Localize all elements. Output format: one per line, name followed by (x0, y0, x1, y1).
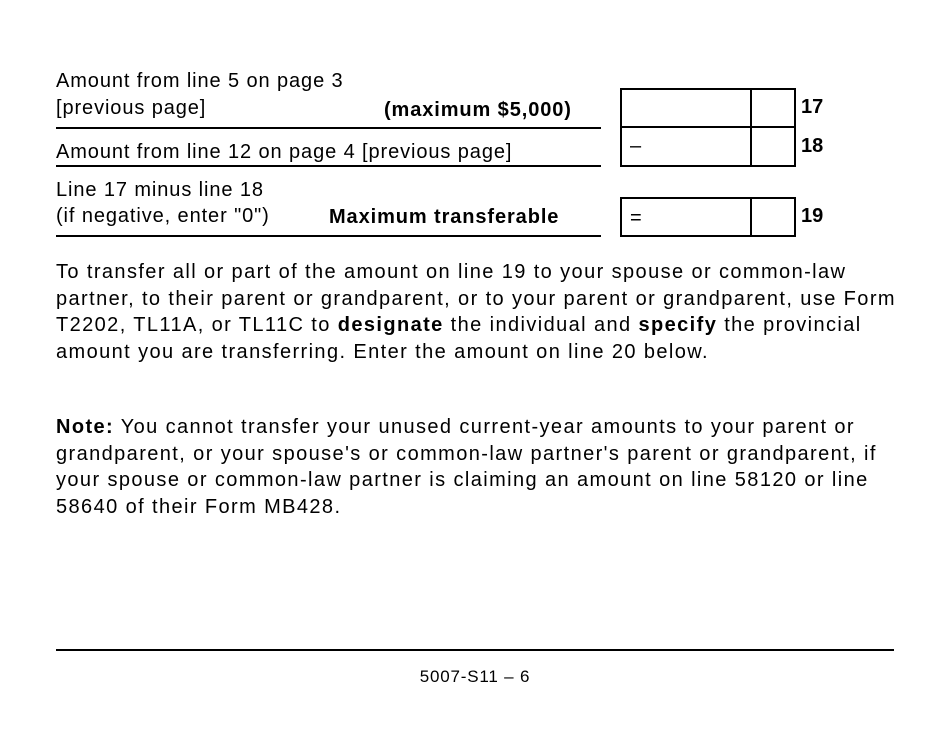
line-number-18: 18 (801, 135, 824, 157)
row-17-label-line2: [previous page] (56, 97, 207, 119)
cents-divider (750, 90, 752, 126)
note-paragraph (56, 414, 896, 520)
line-19-amount-box[interactable] (620, 197, 796, 237)
cents-divider (750, 199, 752, 235)
row-17-label-line1: Amount from line 5 on page 3 (56, 70, 344, 92)
specify-emphasis: specify (638, 314, 718, 336)
row-18-underline (56, 165, 601, 167)
row-19-label-line1: Line 17 minus line 18 (56, 179, 264, 201)
row-19-qualifier: Maximum transferable (329, 206, 560, 228)
row-17-qualifier: (maximum $5,000) (384, 99, 572, 121)
row-19-label-line2: (if negative, enter "0") (56, 205, 270, 227)
line-18-amount-box[interactable] (620, 126, 796, 167)
row-17-underline (56, 127, 601, 129)
line-number-19: 19 (801, 205, 824, 227)
cents-divider (750, 128, 752, 165)
equals-sign: = (630, 207, 643, 229)
row-18-label: Amount from line 12 on page 4 [previous page] (56, 141, 513, 163)
page-identifier: 5007-S11 – 6 (419, 667, 531, 686)
line-number-17: 17 (801, 96, 824, 118)
note-text: You cannot transfer your unused current-year amounts to your parent or grandparent, or your spouse's or common-law partner's parent or grandparent, if your spouse or common-law partner is claiming an amount on line 58120 or line 58640 of their Form MB428. (56, 416, 877, 518)
note-label: Note: (56, 416, 115, 438)
row-19-underline (56, 235, 601, 237)
line-17-amount-box[interactable] (620, 88, 796, 128)
designate-emphasis: designate (337, 314, 444, 336)
transfer-instructions: To transfer all or part of the amount on line 19 to your spouse or common-law partner, to their parent or grandparent, or to your parent or grandparent, use Form T2202, TL11A, or TL11C to designate the individual and specify the provincial amount you are transferring. Enter the amount on line 20 below. (56, 261, 896, 363)
footer-rule (56, 649, 894, 651)
minus-sign: – (630, 135, 643, 157)
